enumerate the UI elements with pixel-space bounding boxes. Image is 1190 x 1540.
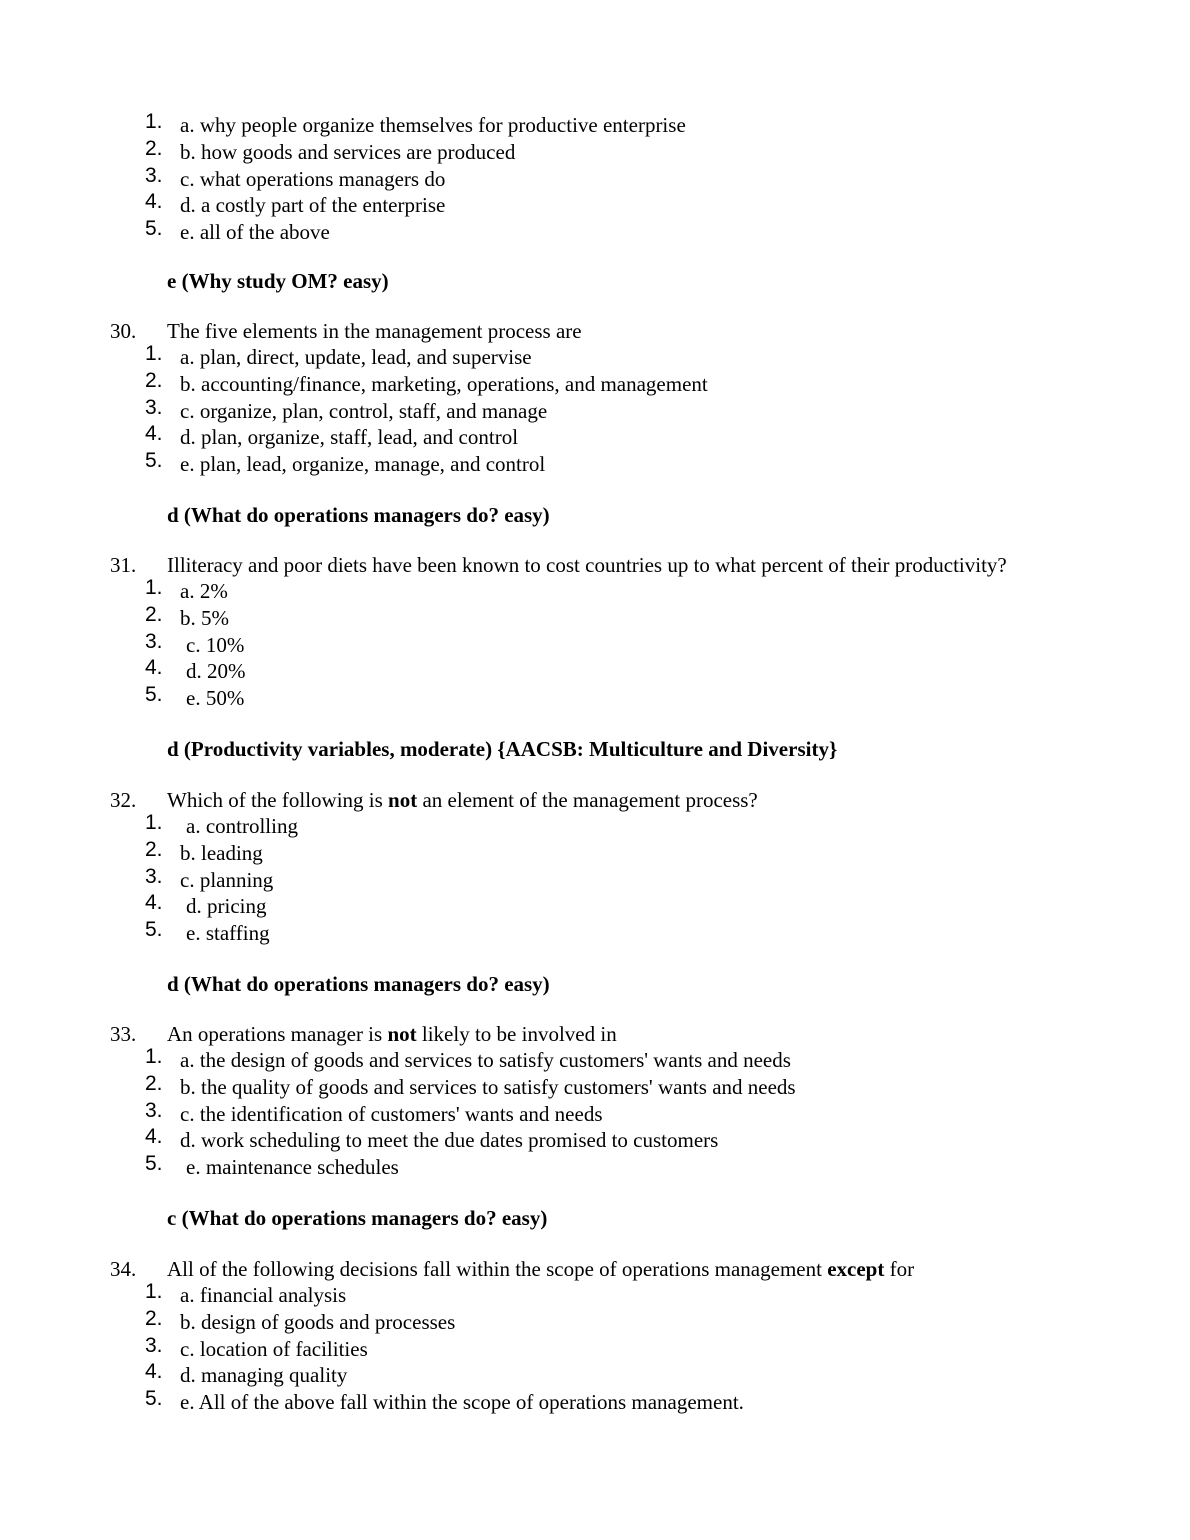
option-text: e. staffing bbox=[186, 921, 270, 946]
option-number: 3. bbox=[145, 1333, 163, 1357]
option-text: d. pricing bbox=[186, 894, 267, 919]
question-line bbox=[0, 1021, 1190, 1047]
option-row bbox=[0, 112, 1190, 139]
question-line bbox=[0, 787, 1190, 813]
option-row bbox=[0, 1154, 1190, 1181]
answer-31: d (Productivity variables, moderate) {AACSB: Multiculture and Diversity} bbox=[167, 737, 838, 761]
option-text: d. plan, organize, staff, lead, and control bbox=[180, 425, 519, 450]
question-29-options bbox=[0, 112, 1190, 246]
question-line bbox=[0, 1256, 1190, 1282]
option-row bbox=[0, 192, 1190, 219]
option-number: 5. bbox=[145, 449, 163, 473]
answer-30: d (What do operations managers do? easy) bbox=[167, 503, 550, 527]
option-number: 4. bbox=[145, 1125, 163, 1149]
option-text: b. how goods and services are produced bbox=[180, 139, 516, 164]
option-row bbox=[0, 920, 1190, 947]
option-row bbox=[0, 219, 1190, 246]
option-text: c. location of facilities bbox=[180, 1336, 368, 1361]
option-number: 1. bbox=[145, 1280, 163, 1303]
question-number: 30. bbox=[110, 319, 137, 343]
option-number: 5. bbox=[145, 1387, 163, 1411]
option-text: c. planning bbox=[180, 867, 274, 892]
option-number: 2. bbox=[145, 1071, 163, 1095]
option-number: 3. bbox=[145, 395, 163, 419]
option-text: b. the quality of goods and services to satisfy customers' wants and needs bbox=[180, 1074, 796, 1099]
option-text: e. all of the above bbox=[180, 220, 330, 245]
option-text: c. organize, plan, control, staff, and manage bbox=[180, 398, 548, 423]
option-row bbox=[0, 1333, 1190, 1363]
question-number: 31. bbox=[110, 553, 137, 577]
answer-29: e (Why study OM? easy) bbox=[167, 269, 389, 293]
option-row bbox=[0, 1389, 1190, 1416]
option-row bbox=[0, 629, 1190, 659]
option-text: a. 2% bbox=[180, 579, 228, 603]
option-text: c. the identification of customers' wants and needs bbox=[180, 1101, 603, 1126]
option-row bbox=[0, 864, 1190, 894]
option-number: 4. bbox=[145, 422, 163, 446]
option-text: d. a costly part of the enterprise bbox=[180, 193, 446, 218]
option-number: 1. bbox=[145, 576, 163, 599]
option-text: e. maintenance schedules bbox=[186, 1155, 399, 1180]
option-text: a. plan, direct, update, lead, and supervise bbox=[180, 345, 532, 369]
question-number: 33. bbox=[110, 1022, 137, 1046]
option-row bbox=[0, 602, 1190, 632]
emphasis: not bbox=[388, 788, 418, 812]
option-row bbox=[0, 1362, 1190, 1389]
option-row bbox=[0, 1047, 1190, 1074]
emphasis: except bbox=[827, 1257, 885, 1281]
option-number: 1. bbox=[145, 1045, 163, 1068]
option-text: d. work scheduling to meet the due dates promised to customers bbox=[180, 1128, 719, 1153]
option-row bbox=[0, 813, 1190, 840]
option-number: 3. bbox=[145, 629, 163, 653]
option-row bbox=[0, 1282, 1190, 1309]
option-row bbox=[0, 344, 1190, 371]
option-number: 5. bbox=[145, 683, 163, 707]
option-number: 5. bbox=[145, 918, 163, 942]
option-text: a. financial analysis bbox=[180, 1283, 347, 1307]
option-row bbox=[0, 685, 1190, 712]
option-row bbox=[0, 1127, 1190, 1154]
option-number: 5. bbox=[145, 217, 163, 241]
option-number: 2. bbox=[145, 1306, 163, 1330]
question-number: 32. bbox=[110, 788, 137, 812]
question-text: An operations manager is not likely to be involved in bbox=[167, 1022, 617, 1046]
option-row bbox=[0, 368, 1190, 398]
question-31 bbox=[0, 552, 1190, 712]
option-row bbox=[0, 837, 1190, 867]
question-text: All of the following decisions fall within the scope of operations management except for bbox=[167, 1257, 915, 1281]
option-number: 5. bbox=[145, 1152, 163, 1176]
question-text: Which of the following is not an element of the management process? bbox=[167, 788, 758, 812]
question-line bbox=[0, 552, 1190, 578]
option-text: e. plan, lead, organize, manage, and control bbox=[180, 452, 546, 477]
option-row bbox=[0, 1071, 1190, 1101]
option-text: d. 20% bbox=[186, 659, 246, 684]
option-text: c. 10% bbox=[186, 632, 245, 657]
option-text: a. controlling bbox=[186, 814, 298, 838]
answer-33: c (What do operations managers do? easy) bbox=[167, 1206, 548, 1230]
option-number: 3. bbox=[145, 864, 163, 888]
option-text: a. the design of goods and services to satisfy customers' wants and needs bbox=[180, 1048, 791, 1072]
answer-32: d (What do operations managers do? easy) bbox=[167, 972, 550, 996]
question-33 bbox=[0, 1021, 1190, 1181]
option-row bbox=[0, 136, 1190, 166]
option-row bbox=[0, 578, 1190, 605]
question-30 bbox=[0, 318, 1190, 478]
question-number: 34. bbox=[110, 1257, 137, 1281]
option-number: 1. bbox=[145, 110, 163, 133]
option-number: 2. bbox=[145, 602, 163, 626]
option-text: b. leading bbox=[180, 840, 263, 865]
option-number: 2. bbox=[145, 837, 163, 861]
option-row bbox=[0, 163, 1190, 193]
option-number: 4. bbox=[145, 891, 163, 915]
question-text: Illiteracy and poor diets have been known to cost countries up to what percent of their productivity? bbox=[167, 553, 1007, 577]
option-row bbox=[0, 1306, 1190, 1336]
option-text: e. 50% bbox=[186, 686, 245, 711]
option-number: 2. bbox=[145, 136, 163, 160]
option-text: c. what operations managers do bbox=[180, 166, 446, 191]
question-line bbox=[0, 318, 1190, 344]
option-text: d. managing quality bbox=[180, 1363, 348, 1388]
option-text: b. design of goods and processes bbox=[180, 1309, 456, 1334]
option-number: 3. bbox=[145, 163, 163, 187]
option-row bbox=[0, 424, 1190, 451]
option-text: b. accounting/finance, marketing, operations, and management bbox=[180, 371, 708, 396]
question-32 bbox=[0, 787, 1190, 947]
question-34 bbox=[0, 1256, 1190, 1416]
option-row bbox=[0, 451, 1190, 478]
option-text: e. All of the above fall within the scope of operations management. bbox=[180, 1390, 744, 1415]
option-text: a. why people organize themselves for productive enterprise bbox=[180, 113, 686, 137]
question-text: The five elements in the management process are bbox=[167, 319, 582, 343]
option-text: b. 5% bbox=[180, 605, 229, 630]
option-row bbox=[0, 893, 1190, 920]
option-number: 1. bbox=[145, 811, 163, 834]
emphasis: not bbox=[387, 1022, 417, 1046]
option-row bbox=[0, 658, 1190, 685]
option-number: 4. bbox=[145, 1360, 163, 1384]
option-row bbox=[0, 395, 1190, 425]
option-number: 1. bbox=[145, 342, 163, 365]
option-number: 4. bbox=[145, 190, 163, 214]
option-number: 2. bbox=[145, 368, 163, 392]
option-number: 4. bbox=[145, 656, 163, 680]
option-number: 3. bbox=[145, 1098, 163, 1122]
option-row bbox=[0, 1098, 1190, 1128]
